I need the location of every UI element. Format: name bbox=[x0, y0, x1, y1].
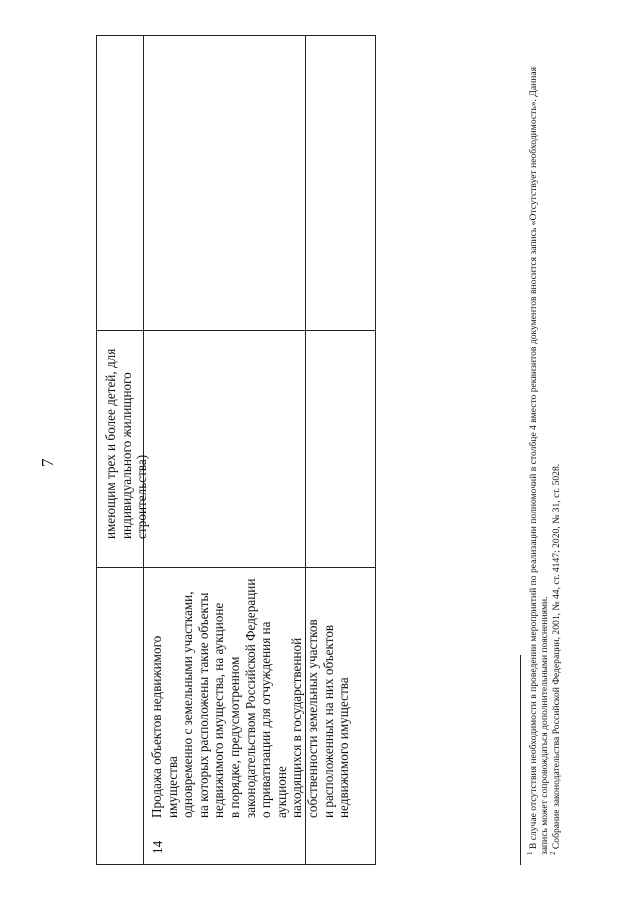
column-divider-1 bbox=[97, 567, 375, 568]
column-divider-2 bbox=[97, 330, 375, 331]
continued-row-text: имеющим трех и более детей, для индивидуального жилищного строительства) bbox=[103, 348, 150, 539]
footnotes bbox=[525, 45, 562, 865]
footnote-2 bbox=[548, 45, 562, 865]
row-number-14: 14 bbox=[150, 840, 165, 854]
footnote-2-mark: 2 bbox=[548, 851, 557, 855]
measures-table bbox=[96, 35, 376, 865]
footnote-1-text: В случае отсутствия необходимости в проведении мероприятий по реализации полномочий в столбце 4 вместо реквизитов документов вносится запись «Отсутствует необходимость». Данная запись может сопровождаться дополнительными пояснениями. bbox=[528, 66, 551, 855]
footnote-1-mark: 1 bbox=[525, 851, 534, 855]
footnote-2-text: Собрание законодательства Российской Федерации, 2001, № 44, ст. 4147; 2020, № 31, ст. 5028. bbox=[550, 463, 562, 850]
page-number: 7 bbox=[38, 458, 57, 467]
footnote-separator bbox=[520, 655, 521, 865]
row-14-description: Продажа объектов недвижимого имущества одновременно с земельными участками, на которых расположены такие объекты недвижимого имущества, на аукционе в порядке, предусмотренном законодательством Российской Федерации о приватизации для отчуждения на аукционе находящихся в государственной собственности земельных участков и расположенных на них объектов недвижимого имущества bbox=[149, 578, 352, 818]
footnote-1 bbox=[525, 45, 551, 865]
